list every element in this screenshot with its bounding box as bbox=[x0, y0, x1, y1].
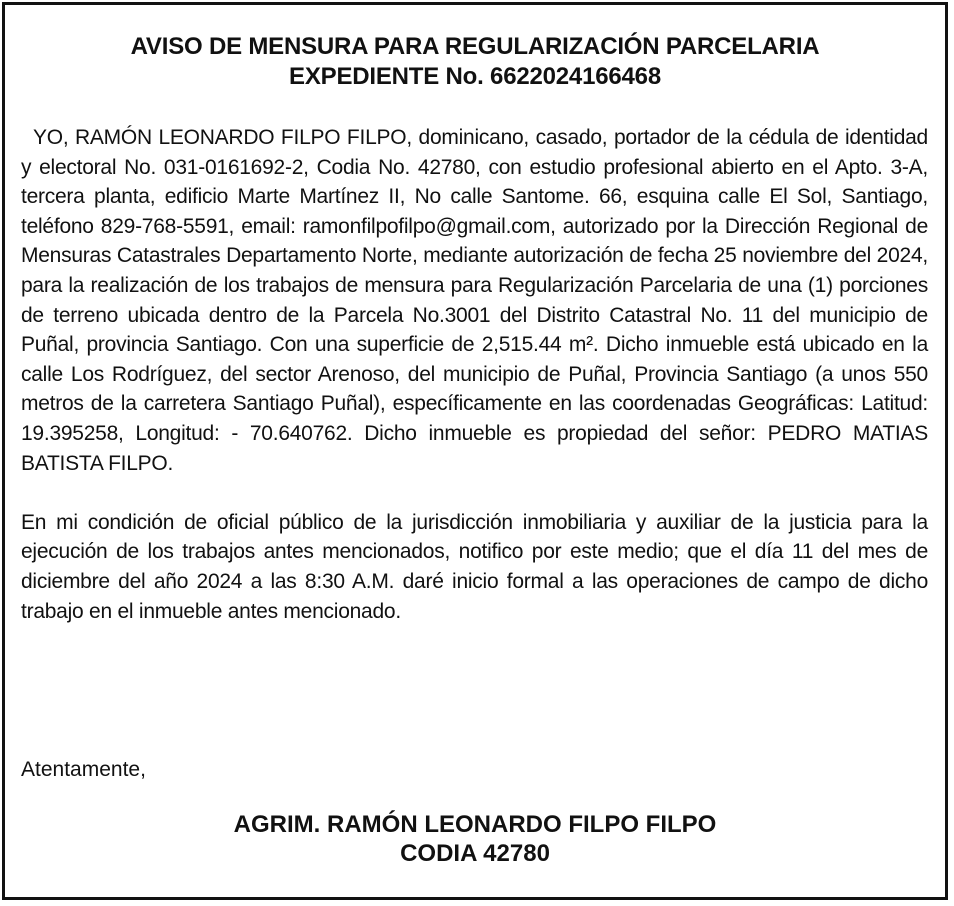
closing-salutation: Atentamente, bbox=[21, 758, 146, 781]
signature-codia: CODIA 42780 bbox=[400, 840, 550, 867]
notice-heading bbox=[5, 32, 945, 92]
paragraph-1-text: YO, RAMÓN LEONARDO FILPO FILPO, dominicano, casado, portador de la cédula de identidad y electoral No. 031-0161692-2, Codia No. 42780, con estudio profesional abierto en el Apto. 3-A, tercera planta, edificio Marte Martínez II, No calle Santome. 66, esquina calle El Sol, Santiago, teléfono 829-768-5591, email: ramonfilpofilpo@gmail.com, autorizado por la Dirección Regional de Mensuras Catastrales Departamento Norte, mediante autorización de fecha 25 noviembre del 2024, para la realización de los trabajos de mensura para Regularización Parcelaria de una (1) porciones de terreno ubicada dentro de la Parcela No.3001 del Distrito Catastral No. 11 del municipio de Puñal, provincia Santiago. Con una superficie de 2,515.44 m². Dicho inmueble está ubicado en la calle Los Rodríguez, del sector Arenoso, del municipio de Puñal, Provincia Santiago (a unos 550 metros de la carretera Santiago Puñal), específicamente en las coordenadas Geográficas: Latitud: 19.395258, Longitud: - 70.640762. Dicho inmueble es propiedad del señor: PEDRO MATIAS BATISTA FILPO. bbox=[21, 126, 928, 475]
notice-box bbox=[2, 2, 948, 900]
notice-body bbox=[21, 123, 928, 626]
signature-block bbox=[5, 810, 945, 868]
expediente-number: EXPEDIENTE No. 6622024166468 bbox=[289, 63, 661, 90]
notice-paragraph-1 bbox=[21, 123, 928, 478]
notice-paragraph-2: En mi condición de oficial público de la jurisdicción inmobiliaria y auxiliar de la justicia para la ejecución de los trabajos antes mencionados, notifico por este medio; que el día 11 del mes de diciembre del año 2024 a las 8:30 A.M. daré inicio formal a las operaciones de campo de dicho trabajo en el inmueble antes mencionado. bbox=[21, 510, 928, 623]
notice-title: AVISO DE MENSURA PARA REGULARIZACIÓN PARCELARIA bbox=[130, 33, 820, 60]
signature-name: AGRIM. RAMÓN LEONARDO FILPO FILPO bbox=[233, 811, 717, 838]
